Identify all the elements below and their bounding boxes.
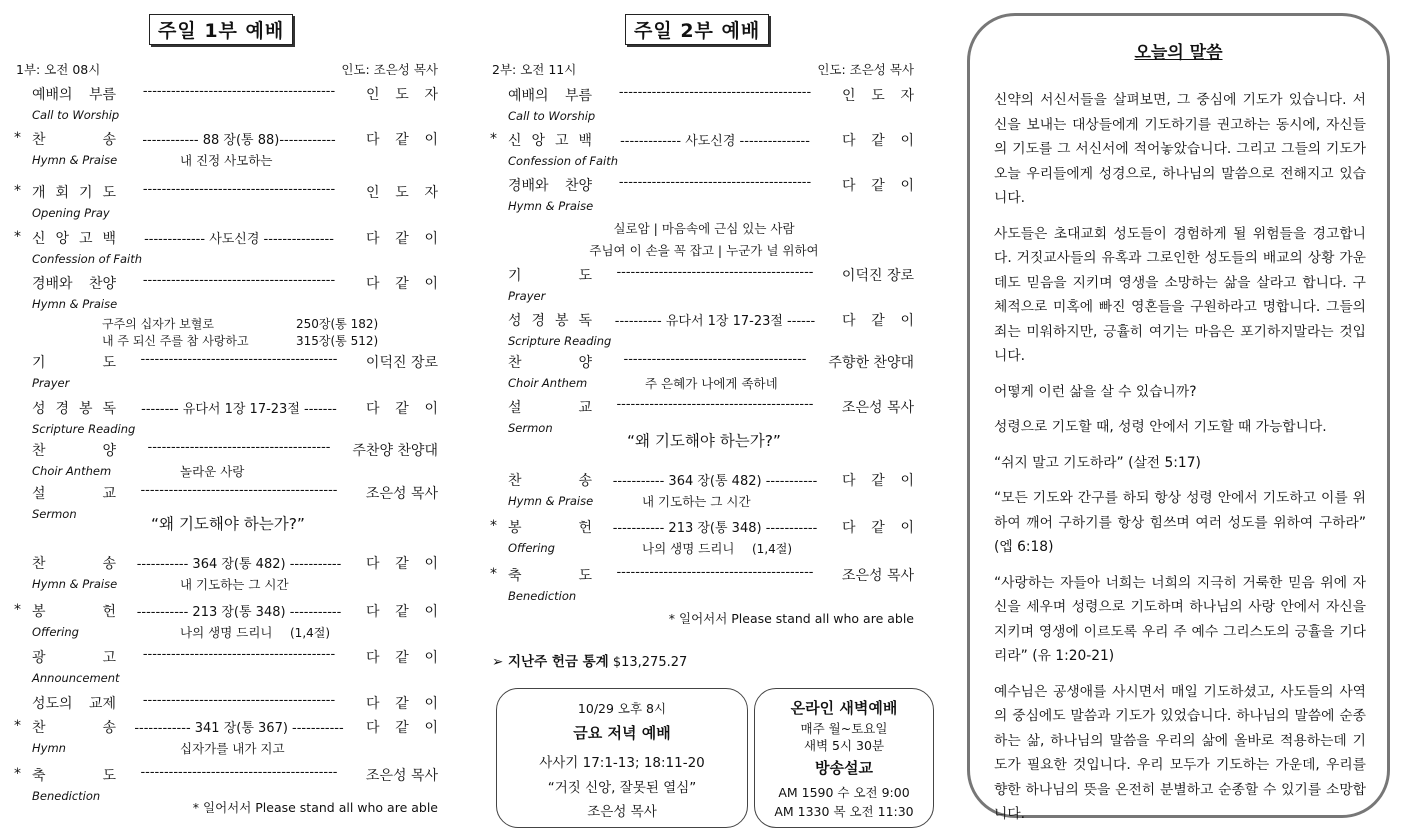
order-item-leader-line: ----------------------------------------- [142, 693, 336, 708]
offering-stats [492, 650, 687, 670]
order-item-leader-line: ---------- 유다서 1장 17-23절 ------ [614, 314, 816, 329]
order-item-name: 찬 송 [32, 132, 116, 148]
order-item-leader: 조은성 목사 [365, 768, 438, 784]
order-item-english: Choir Anthem [32, 464, 112, 478]
hymn-title: 놀라운 사랑 [180, 464, 245, 479]
order-item-leader: 다 같 이 [366, 720, 438, 736]
order-item-name: 설 교 [508, 400, 592, 416]
word-paragraph: 예수님은 공생애를 사시면서 매일 기도하셨고, 사도들의 사역의 중심에도 말씀과 기도가 있었습니다. 하나님의 말씀에 순종하는 삶, 하나님의 말씀을 우리의 삶에 올바로 적용하는데 기도가 필요한 것입니다. 우리 모두가 기도하는 가운데, 우리를 향한 하나님의 뜻을 온전히 분별하고 순종할 수 있기를 소망합니다. [994, 683, 1366, 822]
order-item-name: 예배의 부름 [508, 88, 592, 104]
service1-info [16, 60, 442, 78]
order-item-leader: 다 같 이 [366, 401, 438, 417]
order-item-name: 찬 송 [508, 473, 592, 489]
stand-marker: * [14, 229, 21, 245]
order-row [14, 228, 442, 248]
order-row [14, 398, 442, 418]
order-item-name: 성도의 교제 [32, 696, 116, 712]
order-item-leader: 주찬양 찬양대 [352, 443, 438, 459]
hymn-title: 나의 생명 드리니 [642, 541, 735, 556]
broadcast-am1590: AM 1590 수 오전 9:00 [778, 785, 910, 800]
word-paragraph: 신약의 서신서들을 살펴보면, 그 중심에 기도가 있습니다. 서신을 보내는 대상들에게 기도하기를 권고하는 동시에, 자신들의 기도를 그 서신서에 적어놓았습니다. 그리고 그들의 기도가 오늘 우리들에게 성경으로, 하나님의 말씀으로 전해지고 있습니다. [994, 92, 1366, 206]
order-item-english: Hymn & Praise [508, 199, 594, 213]
praise-song-number: 250장(통 182) [296, 317, 379, 331]
order-item-leader: 이덕진 장로 [841, 268, 914, 284]
word-paragraph: 어떻게 이런 삶을 살 수 있습니까? [994, 383, 1197, 400]
order-item-english: Scripture Reading [508, 334, 612, 348]
order-row [490, 565, 918, 585]
order-item-leader: 조은성 목사 [365, 486, 438, 502]
order-item-name: 봉 헌 [508, 520, 592, 536]
friday-topic: “거짓 신앙, 잘못된 열심” [547, 780, 697, 796]
order-item-english: Confession of Faith [508, 154, 619, 168]
order-item-english: Offering [32, 625, 79, 639]
order-item-english: Hymn & Praise [508, 494, 594, 508]
order-item-english: Benediction [32, 789, 101, 803]
order-item-english: Offering [508, 541, 555, 555]
word-paragraph: 사도들은 초대교회 성도들이 경험하게 될 위험들을 경고합니다. 거짓교사들의 유혹과 그로인한 성도들의 배교의 상황 가운데도 믿음을 지키며 영생을 소망하는 삶을 살라고 합니다. 구체적으로 미혹에 빠진 영혼들을 구원하라고 명합니다. 그들의 죄는 미워하지만, 긍휼히 여기는 마음은 포기하지말라는 것입니다. [994, 225, 1366, 364]
order-row [490, 175, 918, 195]
order-item-english: Hymn & Praise [32, 153, 118, 167]
order-item-leader-line: --------------------------------------- [623, 352, 807, 367]
order-item-leader-line: ----------- 213 장(통 348) ----------- [612, 521, 818, 536]
order-item-english: Call to Worship [32, 108, 120, 122]
service1-time: 1부: 오전 08시 [16, 62, 101, 77]
order-item-name: 신 앙 고 백 [508, 133, 592, 149]
order-row [14, 273, 442, 293]
order-item-name: 성 경 봉 독 [508, 313, 592, 329]
todays-word-body [994, 88, 1366, 838]
order-item-english: Opening Pray [32, 206, 110, 220]
order-item-leader-line: ------------- 사도신경 --------------- [144, 232, 334, 247]
order-row [14, 84, 442, 104]
order-item-leader: 다 같 이 [366, 556, 438, 572]
stand-marker: * [490, 131, 497, 147]
order-item-name: 경배와 찬양 [508, 178, 592, 194]
order-item-name: 기 도 [32, 355, 116, 371]
stand-note: * 일어서서 Please stand all who are able [668, 611, 914, 626]
hymn-title: 나의 생명 드리니 [180, 625, 273, 640]
stand-marker: * [490, 518, 497, 534]
stand-marker: * [14, 602, 21, 618]
order-item-leader-line: ------------------------------------------ [616, 265, 814, 280]
service2-title: 주일 2부 예배 [625, 14, 769, 45]
order-row [14, 483, 442, 503]
order-item-name: 경배와 찬양 [32, 276, 116, 292]
stand-marker: * [490, 566, 497, 582]
friday-title: 금요 저녁 예배 [573, 724, 671, 742]
order-item-leader-line: ----------------------------------------- [618, 85, 812, 100]
order-item-leader-line: ------------ 88 장(통 88)------------ [142, 133, 336, 148]
order-item-leader: 다 같 이 [366, 604, 438, 620]
order-item-leader-line: ----------------------------------------- [142, 182, 336, 197]
order-item-leader: 인 도 자 [366, 185, 438, 201]
hymn-title: 주 은혜가 나에게 족하네 [645, 376, 778, 391]
hymn-verses: (1,4절) [752, 542, 793, 556]
order-item-leader: 다 같 이 [366, 696, 438, 712]
order-row [490, 517, 918, 537]
friday-service-box [496, 688, 748, 828]
friday-preacher: 조은성 목사 [587, 804, 657, 820]
order-item-leader-line: ------------------------------------------ [140, 352, 338, 367]
word-paragraph: “모든 기도와 간구를 하되 항상 성령 안에서 기도하고 이를 위하여 깨어 구하기를 항상 힘쓰며 여러 성도를 위하여 구하라” (엡 6:18) [994, 490, 1366, 555]
stand-marker: * [14, 183, 21, 199]
word-paragraph: “쉬지 말고 기도하라” (살전 5:17) [994, 454, 1201, 471]
order-item-leader: 다 같 이 [366, 231, 438, 247]
order-row [14, 765, 442, 785]
order-item-english: Call to Worship [508, 109, 596, 123]
stand-marker: * [14, 718, 21, 734]
order-item-leader: 다 같 이 [842, 473, 914, 489]
order-item-leader: 다 같 이 [842, 520, 914, 536]
order-row [14, 553, 442, 573]
hymn-title: 내 기도하는 그 시간 [180, 577, 289, 592]
order-item-leader-line: -------- 유다서 1장 17-23절 ------- [141, 402, 337, 417]
order-item-name: 신 앙 고 백 [32, 231, 116, 247]
order-item-leader: 다 같 이 [366, 132, 438, 148]
hymn-verses: (1,4절) [290, 626, 331, 640]
order-item-name: 축 도 [32, 768, 116, 784]
order-item-leader-line: ------------------------------------------ [140, 765, 338, 780]
order-item-name: 광 고 [32, 650, 116, 666]
order-item-leader-line: ----------------------------------------- [142, 273, 336, 288]
friday-scripture: 사사기 17:1-13; 18:11-20 [539, 755, 705, 771]
order-row [14, 182, 442, 202]
offering-amount: $13,275.27 [612, 655, 688, 670]
hymn-title: 십자가를 내가 지고 [180, 741, 285, 756]
order-item-leader-line: --------------------------------------- [147, 440, 331, 455]
online-days: 매주 월~토요일 [800, 721, 888, 736]
order-item-leader-line: ----------- 364 장(통 482) ----------- [612, 474, 818, 489]
order-item-leader-line: ------------ 341 장(통 367) ----------- [134, 721, 344, 736]
order-item-leader: 주향한 찬양대 [828, 355, 914, 371]
order-item-leader: 다 같 이 [366, 650, 438, 666]
order-item-leader-line: ----------------------------------------- [618, 175, 812, 190]
order-item-leader: 다 같 이 [842, 178, 914, 194]
online-service-box [754, 688, 934, 828]
service2-time: 2부: 오전 11시 [492, 62, 577, 77]
praise-songs-line: 주님여 이 손을 꼭 잡고 | 누군가 널 위하여 [589, 243, 819, 258]
service1-title: 주일 1부 예배 [149, 14, 293, 45]
order-item-name: 찬 송 [32, 556, 116, 572]
sermon-title: “왜 기도해야 하는가?” [627, 432, 781, 450]
order-item-english: Confession of Faith [32, 252, 143, 266]
hymn-title: 내 진정 사모하는 [180, 153, 273, 168]
stand-note: * 일어서서 Please stand all who are able [192, 800, 438, 815]
word-paragraph: “사랑하는 자들아 너희는 너희의 지극히 거룩한 믿음 위에 자신을 세우며 성령으로 기도하며 하나님의 사랑 안에서 자신을 지키며 영생에 이르도록 우리 주 예수 그리스도의 긍휼을 기다리라” (유 1:20-21) [994, 574, 1366, 664]
order-item-leader: 다 같 이 [842, 133, 914, 149]
order-row [14, 352, 442, 372]
word-paragraph: 성령으로 기도할 때, 성령 안에서 기도할 때 가능합니다. [994, 419, 1327, 435]
friday-date: 10/29 오후 8시 [577, 701, 667, 716]
order-item-name: 찬 양 [508, 355, 592, 371]
service2-leader: 인도: 조은성 목사 [817, 62, 914, 77]
order-item-name: 설 교 [32, 486, 116, 502]
order-item-leader: 이덕진 장로 [365, 355, 438, 371]
order-item-name: 봉 헌 [32, 604, 116, 620]
order-item-english: Hymn [32, 741, 66, 755]
order-item-leader-line: ----------------------------------------- [142, 647, 336, 662]
order-row [14, 440, 442, 460]
order-row [14, 717, 442, 737]
order-item-leader-line: ----------- 213 장(통 348) ----------- [136, 605, 342, 620]
order-item-english: Benediction [508, 589, 577, 603]
order-row [490, 470, 918, 490]
broadcast-title: 방송설교 [815, 759, 873, 777]
praise-song-title: 구주의 십자가 보혈로 [102, 317, 214, 331]
stand-marker: * [14, 766, 21, 782]
order-row [490, 85, 918, 105]
offering-label: ➢ 지난주 헌금 통계 [492, 654, 609, 670]
order-row [490, 352, 918, 372]
order-item-english: Sermon [508, 421, 553, 435]
order-item-leader-line: ------------------------------------------ [140, 483, 338, 498]
order-item-english: Scripture Reading [32, 422, 136, 436]
order-item-name: 개 회 기 도 [32, 185, 116, 201]
order-item-english: Hymn & Praise [32, 577, 118, 591]
order-item-leader: 인 도 자 [366, 87, 438, 103]
service1-leader: 인도: 조은성 목사 [341, 62, 438, 77]
order-item-name: 찬 송 [32, 720, 116, 736]
order-row [14, 129, 442, 149]
order-row [490, 310, 918, 330]
order-item-name: 찬 양 [32, 443, 116, 459]
order-item-leader: 조은성 목사 [841, 568, 914, 584]
order-row [490, 397, 918, 417]
order-item-leader: 다 같 이 [842, 313, 914, 329]
order-item-leader-line: ----------- 364 장(통 482) ----------- [136, 557, 342, 572]
order-item-name: 성 경 봉 독 [32, 401, 116, 417]
order-row [14, 693, 442, 713]
hymn-title: 내 기도하는 그 시간 [642, 494, 751, 509]
order-item-name: 예배의 부름 [32, 87, 116, 103]
order-item-name: 기 도 [508, 268, 592, 284]
order-item-english: Prayer [508, 289, 546, 303]
order-row [490, 265, 918, 285]
order-item-leader: 조은성 목사 [841, 400, 914, 416]
order-item-leader: 다 같 이 [366, 276, 438, 292]
order-item-leader: 인 도 자 [842, 88, 914, 104]
service2-info [492, 60, 918, 78]
order-item-english: Announcement [32, 671, 120, 685]
praise-song-number: 315장(통 512) [296, 334, 379, 348]
sermon-title: “왜 기도해야 하는가?” [151, 515, 305, 533]
todays-word-panel [967, 13, 1390, 822]
order-item-english: Sermon [32, 507, 77, 521]
order-item-english: Choir Anthem [508, 376, 588, 390]
order-item-english: Hymn & Praise [32, 297, 118, 311]
order-row [490, 130, 918, 150]
order-row [14, 601, 442, 621]
stand-marker: * [14, 130, 21, 146]
order-item-name: 축 도 [508, 568, 592, 584]
online-title: 온라인 새벽예배 [790, 699, 898, 717]
broadcast-am1330: AM 1330 목 오전 11:30 [774, 804, 914, 819]
order-item-leader-line: ------------------------------------------ [616, 565, 814, 580]
order-item-leader-line: ------------- 사도신경 --------------- [620, 134, 810, 149]
order-item-leader-line: ------------------------------------------ [616, 397, 814, 412]
praise-song-title: 내 주 되신 주를 참 사랑하고 [102, 334, 249, 348]
online-time: 새벽 5시 30분 [803, 738, 885, 753]
order-item-english: Prayer [32, 376, 70, 390]
order-item-leader-line: ----------------------------------------- [142, 84, 336, 99]
praise-songs-line: 실로암 | 마음속에 근심 있는 사람 [613, 221, 795, 236]
todays-word-title: 오늘의 말씀 [1134, 43, 1223, 63]
order-row [14, 647, 442, 667]
